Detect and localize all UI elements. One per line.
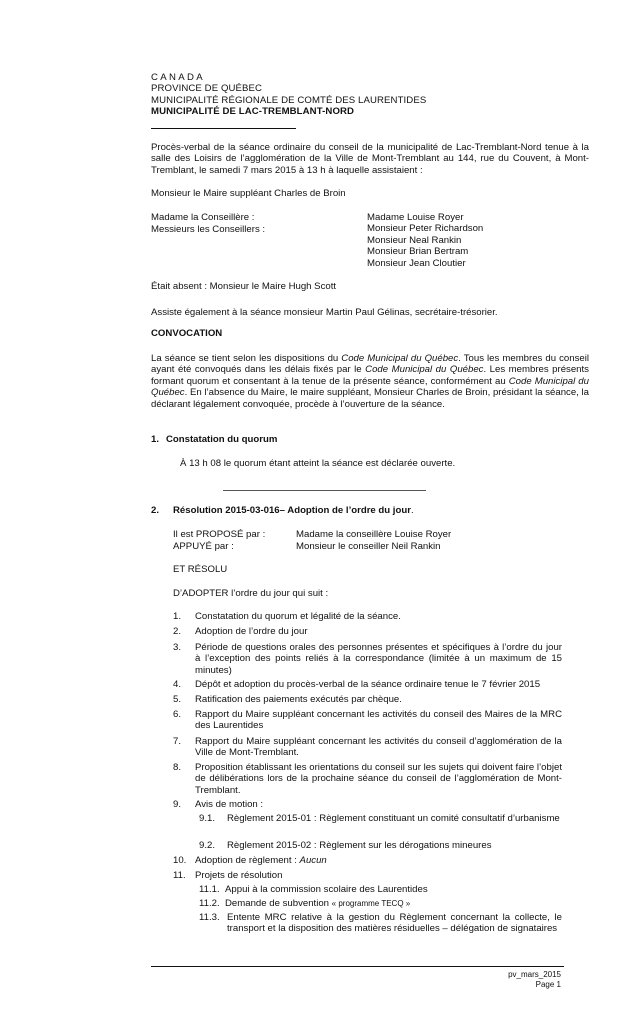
section-2-title-period: .	[410, 505, 414, 516]
convocation-text: La séance se tient selon les dispositions du	[151, 353, 342, 364]
secretary-line: Assiste également à la séance monsieur Martin Paul Gélinas, secrétaire-trésorier.	[151, 307, 498, 318]
label-conseillers: Messieurs les Conseillers :	[151, 224, 266, 235]
mayor-line: Monsieur le Maire suppléant Charles de Broin	[151, 188, 346, 199]
section-2-title: Résolution 2015-03-016– Adoption de l’ordre du jour	[173, 505, 411, 516]
footer-reference: pv_mars_2015	[508, 970, 561, 979]
section-2-number: 2.	[151, 505, 160, 516]
subitem-text-main: Demande de subvention	[225, 898, 332, 909]
subitem-number: 9.1.	[199, 813, 216, 824]
section-1-title: Constatation du quorum	[166, 434, 278, 445]
header-municipality: MUNICIPALITÉ DE LAC-TREMBLANT-NORD	[151, 106, 355, 118]
agenda-item: Avis de motion :	[195, 799, 264, 810]
convocation-text: . En l’absence du Maire, le maire suppléant, Monsieur Charles de Broin, présidant la séance, la déclarant légalement convoquée, procède à l’ouverture de la séance.	[151, 387, 589, 410]
footer-page-number: Page 1	[535, 980, 561, 989]
agenda-item: Période de questions orales des personnes présentes et spécifiques à l’ordre du jour à l’exception des points reliés à la correspondance (limitée à un maximum de 15 minutes)	[195, 642, 562, 676]
attendee-name: Monsieur Neal Rankin	[367, 234, 462, 246]
propose-label: Il est PROPOSÉ par :	[173, 529, 266, 540]
header-divider	[151, 128, 296, 129]
adopter-line: D’ADOPTER l’ordre du jour qui suit :	[173, 588, 329, 599]
agenda-item-italic: Aucun	[299, 855, 327, 866]
subitem-text-small: « programme TECQ »	[331, 899, 411, 908]
intro-paragraph: Procès-verbal de la séance ordinaire du conseil de la municipalité de Lac-Tremblant-Nord tenue à la salle des Loisirs de l’agglomération de la Ville de Mont-Tremblant au 144, rue du Couvent, à Mont-Tremblant, le samedi 7 mars 2015 à 13 h à laquelle assistaient :	[151, 142, 589, 176]
agenda-number: 6.	[173, 709, 182, 720]
header-province: PROVINCE DE QUÉBEC	[151, 83, 263, 95]
attendee-name: Monsieur Peter Richardson	[367, 223, 484, 235]
agenda-item: Adoption de l’ordre du jour	[195, 626, 308, 637]
agenda-item	[195, 855, 327, 866]
agenda-item: Rapport du Maire suppléant concernant les activités du conseil d’agglomération de la Ville de Mont-Tremblant.	[195, 736, 562, 759]
agenda-number: 1.	[173, 611, 182, 622]
convocation-heading: CONVOCATION	[151, 328, 223, 339]
quorum-text: À 13 h 08 le quorum étant atteint la séance est déclarée ouverte.	[180, 458, 456, 469]
agenda-number: 5.	[173, 694, 182, 705]
header-country: C A N A D A	[151, 72, 203, 83]
subitem-text	[225, 898, 410, 909]
label-conseillere: Madame la Conseillère :	[151, 212, 255, 223]
agenda-number: 8.	[173, 762, 182, 773]
section-2-title-line	[173, 505, 414, 516]
agenda-item-text: Adoption de règlement :	[195, 855, 300, 866]
agenda-item: Constatation du quorum et légalité de la séance.	[195, 611, 401, 622]
agenda-item: Dépôt et adoption du procès-verbal de la séance ordinaire tenue le 7 février 2015	[195, 679, 541, 690]
subitem-number: 11.3.	[199, 912, 220, 923]
appuye-label: APPUYÉ par :	[173, 541, 234, 552]
footer-divider	[151, 966, 564, 967]
agenda-item: Projets de résolution	[195, 870, 283, 881]
appuye-value: Monsieur le conseiller Neil Rankin	[296, 541, 441, 552]
convocation-text: . Tous les membres du conseil ayant été convoqués dans les délais fixés par le	[151, 353, 589, 376]
header-mrc: MUNICIPALITÉ RÉGIONALE DE COMTÉ DES LAURENTIDES	[151, 94, 427, 106]
agenda-number: 10.	[173, 855, 187, 866]
attendee-name: Monsieur Brian Bertram	[367, 246, 469, 258]
convocation-text: . Les membres présents formant quorum et consentant à la tenue de la présente séance, conformément au	[151, 364, 589, 387]
convocation-paragraph	[151, 353, 589, 410]
agenda-item: Ratification des paiements exécutés par chèque.	[195, 694, 402, 705]
propose-value: Madame la conseillère Louise Royer	[296, 529, 452, 540]
section-divider	[223, 490, 426, 491]
subitem-text: Appui à la commission scolaire des Laurentides	[225, 884, 428, 895]
code-reference: Code Municipal du Québec	[341, 353, 459, 364]
section-1-number: 1.	[151, 434, 160, 445]
absent-line: Était absent : Monsieur le Maire Hugh Scott	[151, 281, 337, 292]
agenda-number: 3.	[173, 642, 182, 653]
subitem-text: Entente MRC relative à la gestion du Règlement concernant la collecte, le transport et la disposition des matières résiduelles – délégation de signataires	[227, 912, 562, 935]
agenda-number: 9.	[173, 799, 182, 810]
subitem-text: Règlement 2015-01 : Règlement constituant un comité consultatif d’urbanisme	[227, 813, 560, 824]
agenda-number: 2.	[173, 626, 182, 637]
subitem-number: 11.2.	[199, 898, 220, 909]
subitem-number: 9.2.	[199, 840, 216, 851]
agenda-item: Rapport du Maire suppléant concernant les activités du conseil des Maires de la MRC des Laurentides	[195, 709, 562, 732]
subitem-number: 11.1.	[199, 884, 220, 895]
attendee-list	[367, 212, 483, 269]
agenda-number: 7.	[173, 736, 182, 747]
document-header	[151, 72, 426, 118]
agenda-number: 11.	[173, 870, 186, 881]
resolu-line: ET RÉSOLU	[173, 564, 228, 575]
agenda-item: Proposition établissant les orientations du conseil sur les sujets qui doivent faire l’objet de délibérations lors de la prochaine séance du conseil de l’agglomération de Mont-Tremblant.	[195, 762, 562, 796]
code-reference: Code Municipal du Québec	[151, 375, 589, 399]
page-footer	[508, 970, 561, 990]
code-reference: Code Municipal du Québec	[365, 364, 484, 376]
subitem-text: Règlement 2015-02 : Règlement sur les dérogations mineures	[227, 840, 492, 851]
attendee-name: Monsieur Jean Cloutier	[367, 257, 466, 269]
agenda-number: 4.	[173, 679, 182, 690]
attendee-name: Madame Louise Royer	[367, 212, 464, 223]
